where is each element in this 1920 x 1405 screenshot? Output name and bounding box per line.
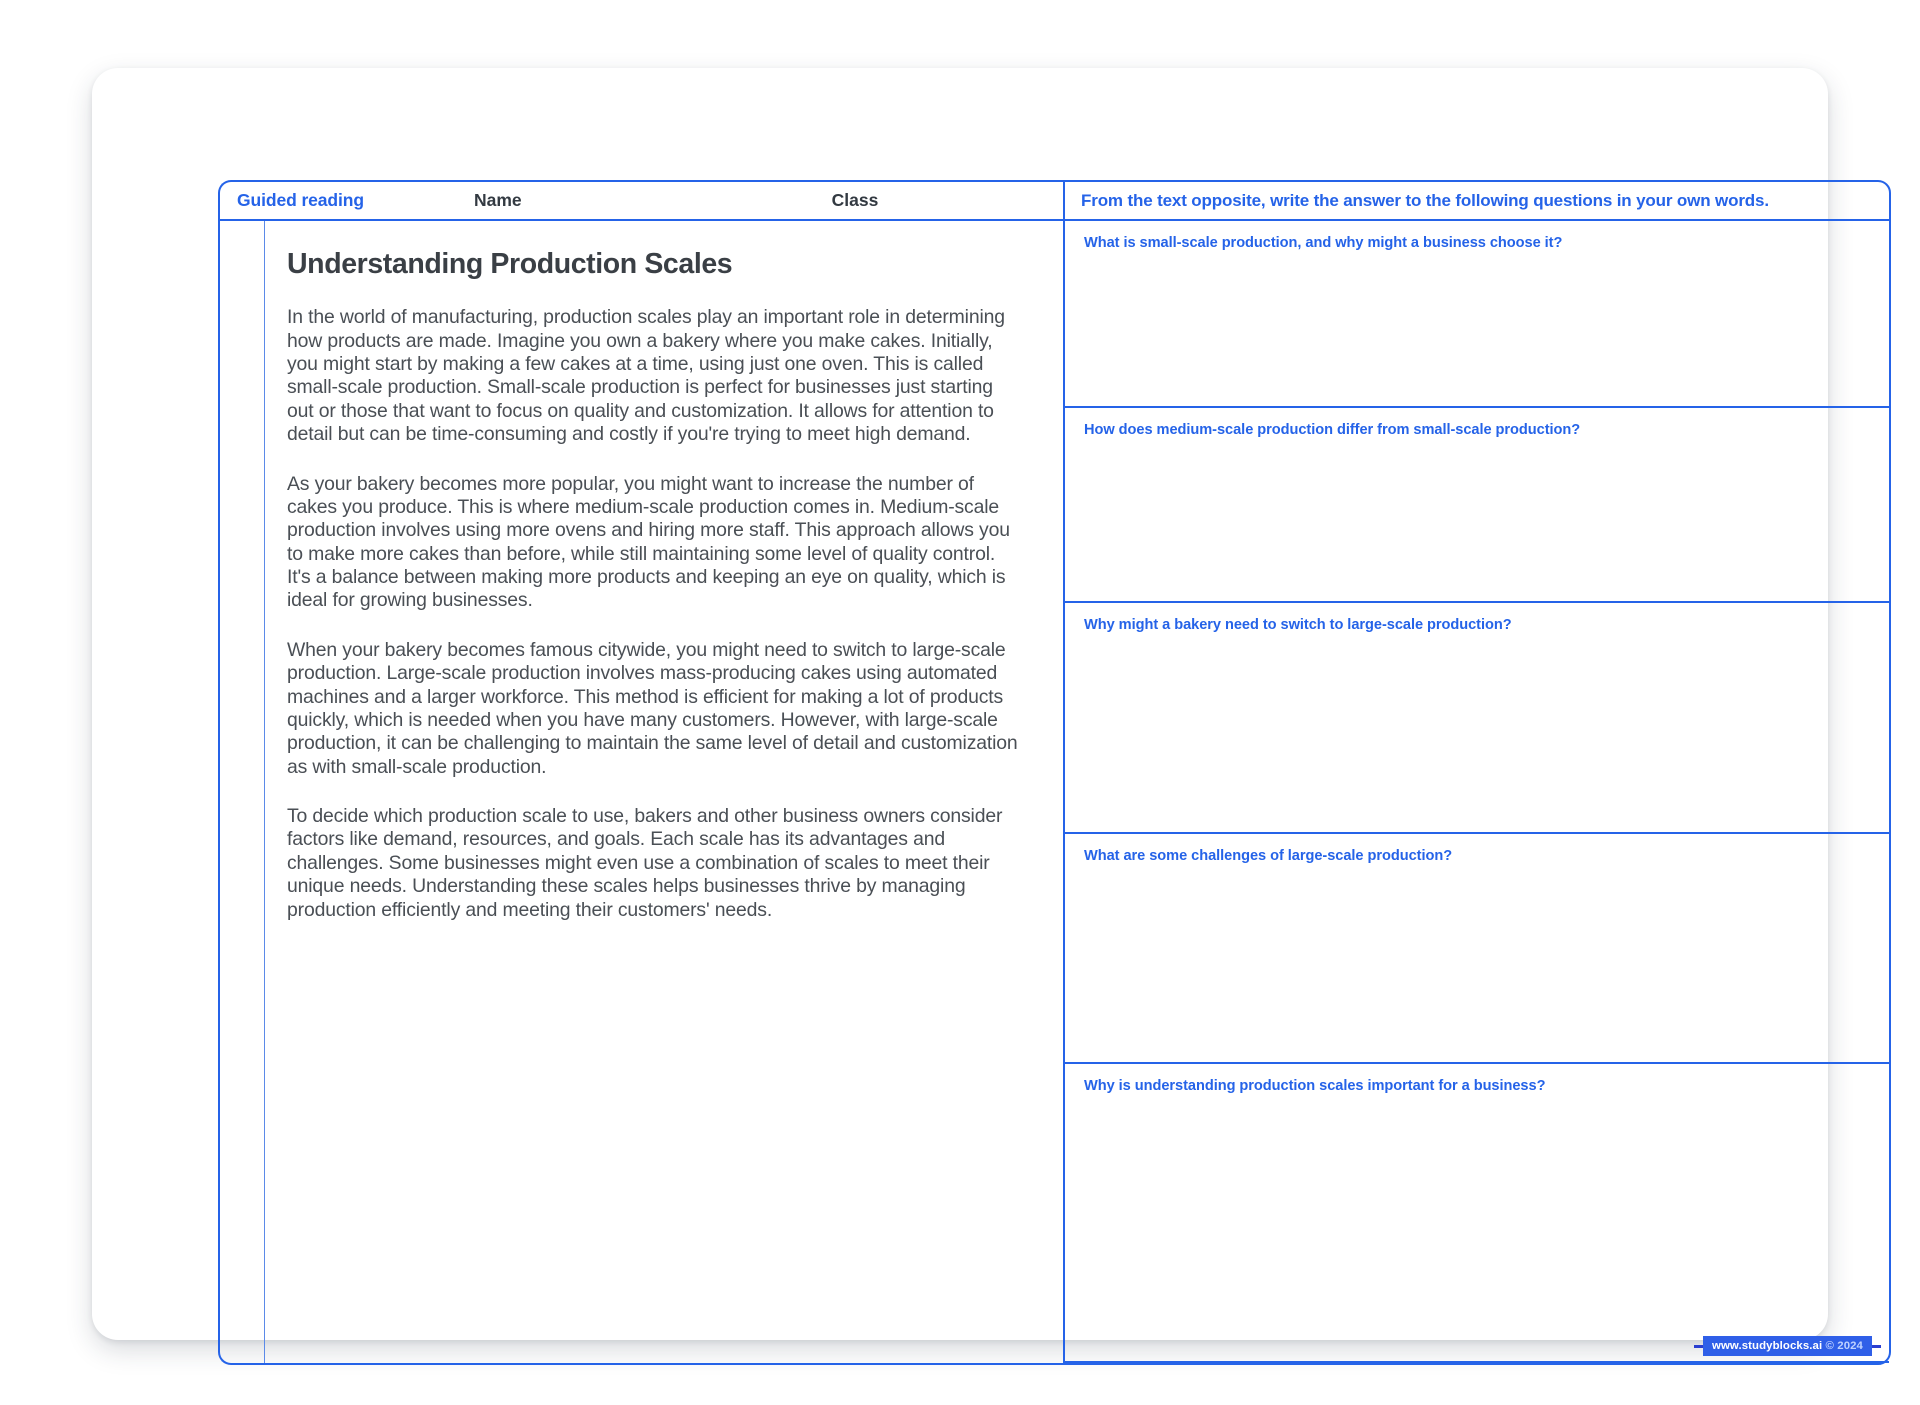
question-label: Why is understanding production scales important for a business? [1084, 1078, 1546, 1094]
worksheet-sheet [92, 68, 1863, 1352]
guided-reading-label: Guided reading [237, 190, 364, 210]
name-field-label[interactable]: Name [473, 190, 522, 210]
badge-copyright: © 2024 [1822, 1340, 1863, 1352]
studyblocks-badge[interactable] [1703, 1336, 1872, 1356]
question-label: How does medium-scale production differ from small-scale production? [1084, 422, 1581, 438]
page-title: Understanding Production Scales [287, 248, 733, 280]
badge-tick-right [1872, 1345, 1881, 1348]
reading-panel [218, 219, 1063, 1365]
worksheet-frame [218, 180, 1891, 1365]
question-label: Why might a bakery need to switch to large-scale production? [1084, 617, 1512, 633]
margin-column [220, 221, 265, 1363]
header-left-cell [218, 180, 1063, 221]
question-label: What is small-scale production, and why might a business choose it? [1084, 235, 1563, 251]
class-field-label[interactable]: Class [831, 190, 879, 210]
header-row [218, 180, 1891, 221]
question-block[interactable] [1065, 1064, 1889, 1363]
instruction-text: From the text opposite, write the answer to the following questions in your own words. [1081, 190, 1769, 210]
badge-tick-left [1694, 1345, 1703, 1348]
question-block[interactable] [1065, 834, 1889, 1064]
reading-paragraph: In the world of manufacturing, production scales play an important role in determining how products are made. Imagine you own a bakery where you make cakes. Initially, you might start by making a few cakes at a time, using just one oven. This is called small-scale production. Small-scale production is perfect for businesses just starting out or those that want to focus on quality and customization. It allows for attention to detail but can be time-consuming and costly if you're trying to meet high demand. [287, 306, 1005, 446]
badge-site: www.studyblocks.ai [1711, 1340, 1823, 1352]
header-right-cell [1063, 180, 1891, 221]
question-block[interactable] [1065, 408, 1889, 603]
question-block[interactable] [1065, 603, 1889, 834]
questions-panel [1063, 219, 1891, 1365]
question-block[interactable] [1065, 221, 1889, 408]
body-row [218, 219, 1891, 1365]
reading-paragraph: As your bakery becomes more popular, you might want to increase the number of cakes you produce. This is where medium-scale production comes in. Medium-scale production involves using more ovens and hiring more staff. This approach allows you to make more cakes than before, while still maintaining some level of quality control. It's a balance between making more products and keeping an eye on quality, which is ideal for growing businesses. [287, 472, 1010, 612]
reading-paragraph: When your bakery becomes famous citywide, you might need to switch to large-scale production. Large-scale production involves mass-producing cakes using automated machines and a larger workforce. This method is efficient for making a lot of products quickly, which is needed when you have many customers. However, with large-scale production, it can be challenging to maintain the same level of detail and customization as with small-scale production. [287, 638, 1018, 778]
reading-column [265, 221, 1063, 1363]
footer-badge[interactable] [1694, 1336, 1881, 1356]
question-label: What are some challenges of large-scale production? [1084, 848, 1453, 864]
reading-paragraph: To decide which production scale to use, bakers and other business owners consider factors like demand, resources, and goals. Each scale has its advantages and challenges. Some businesses might even use a combination of scales to meet their unique needs. Understanding these scales helps businesses thrive by managing production efficiently and meeting their customers' needs. [287, 805, 1003, 921]
